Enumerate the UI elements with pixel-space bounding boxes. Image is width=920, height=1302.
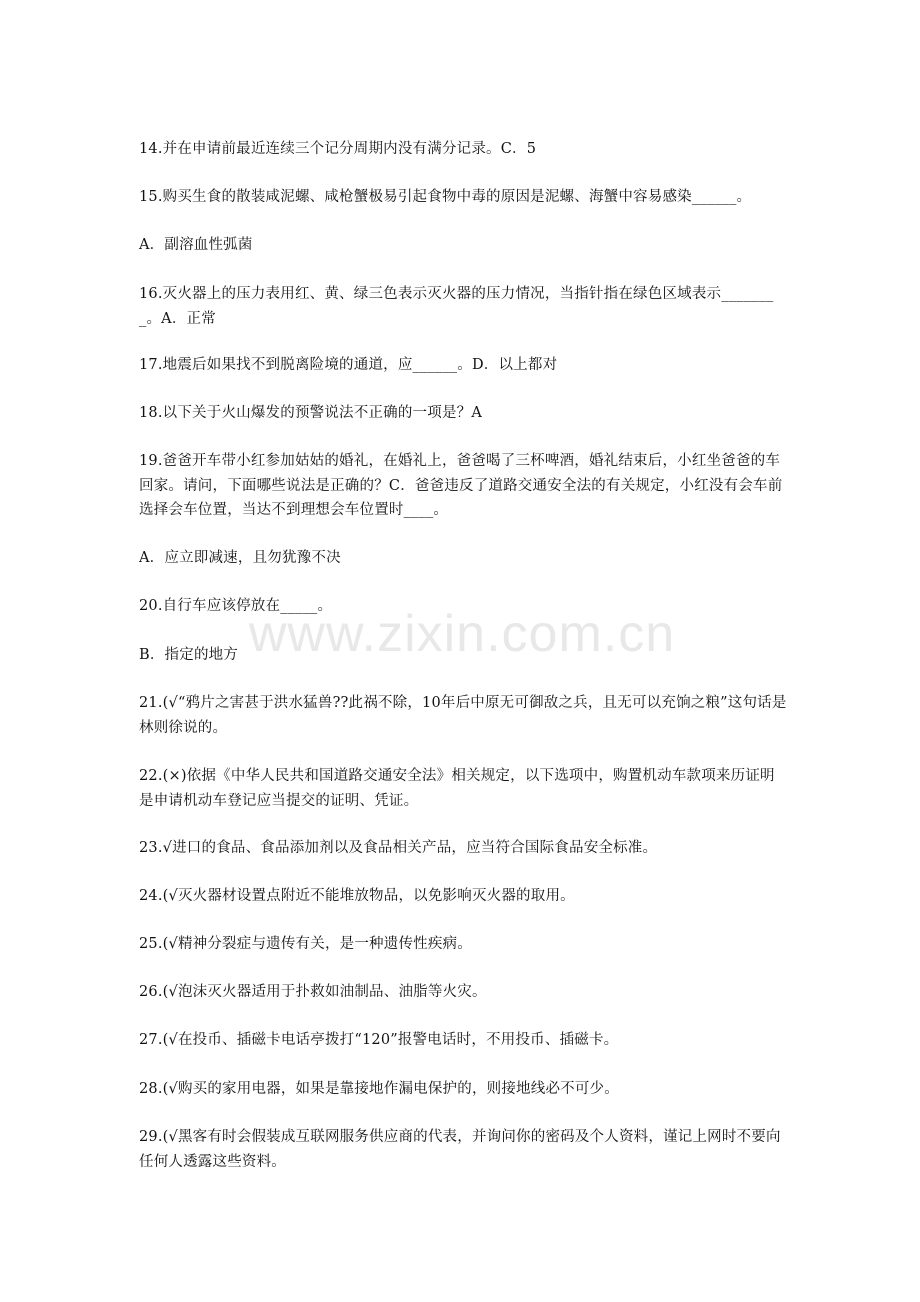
paragraph-q25: 25.(√精神分裂症与遗传有关，是一种遗传性疾病。 bbox=[139, 936, 472, 952]
paragraph-q14: 14.并在申请前最近连续三个记分周期内没有满分记录。C．5 bbox=[139, 141, 537, 157]
paragraph-q22: 22.(×)依据《中华人民共和国道路交通安全法》相关规定，以下选项中，购置机动车款项来历证明是申请机动车登记应当提交的证明、凭证。 bbox=[139, 768, 775, 809]
watermark-text: www.zixin.com.cn bbox=[248, 605, 676, 663]
paragraph-q21: 21.(√“鸦片之害甚于洪水猛兽??此祸不除，10年后中原无可御敌之兵，且无可以充饷之粮”这句话是林则徐说的。 bbox=[139, 695, 787, 736]
paragraph-q27: 27.(√在投币、插磁卡电话亭拨打“120”报警电话时，不用投币、插磁卡。 bbox=[139, 1032, 619, 1048]
paragraph-q17: 17.地震后如果找不到脱离险境的通道，应______。D．以上都对 bbox=[139, 357, 558, 373]
paragraph-q28: 28.(√购买的家用电器，如果是靠接地作漏电保护的，则接地线必不可少。 bbox=[139, 1081, 619, 1097]
paragraph-q29: 29.(√黑客有时会假装成互联网服务供应商的代表，并询问你的密码及个人资料，谨记上网时不要向任何人透露这些资料。 bbox=[139, 1129, 781, 1170]
paragraph-q18: 18.以下关于火山爆发的预警说法不正确的一项是？A bbox=[139, 405, 483, 421]
paragraph-q15-answer: A．副溶血性弧菌 bbox=[139, 237, 253, 253]
paragraph-q23: 23.√进口的食品、食品添加剂以及食品相关产品，应当符合国际食品安全标准。 bbox=[139, 840, 658, 856]
paragraph-q26: 26.(√泡沫灭火器适用于扑救如油制品、油脂等火灾。 bbox=[139, 984, 487, 1000]
paragraph-q16: 16.灭火器上的压力表用红、黄、绿三色表示灭火器的压力情况，当指针指在绿色区域表示________。A．正常 bbox=[139, 286, 774, 327]
paragraph-q20: 20.自行车应该停放在_____。 bbox=[139, 598, 333, 614]
paragraph-q20-answer: B．指定的地方 bbox=[139, 647, 239, 663]
paragraph-q24: 24.(√灭火器材设置点附近不能堆放物品，以免影响灭火器的取用。 bbox=[139, 888, 575, 904]
paragraph-q19: 19.爸爸开车带小红参加姑姑的婚礼，在婚礼上，爸爸喝了三杯啤酒，婚礼结束后，小红坐爸爸的车回家。请问，下面哪些说法是正确的？C．爸爸违反了道路交通安全法的有关规定，小红没有会车前选择会车位置，当达不到理想会车位置时____。 bbox=[139, 453, 783, 518]
paragraph-q15: 15.购买生食的散装咸泥螺、咸枪蟹极易引起食物中毒的原因是泥螺、海蟹中容易感染______。 bbox=[139, 189, 752, 205]
paragraph-q19-answer: A．应立即减速，且勿犹豫不决 bbox=[139, 550, 341, 566]
